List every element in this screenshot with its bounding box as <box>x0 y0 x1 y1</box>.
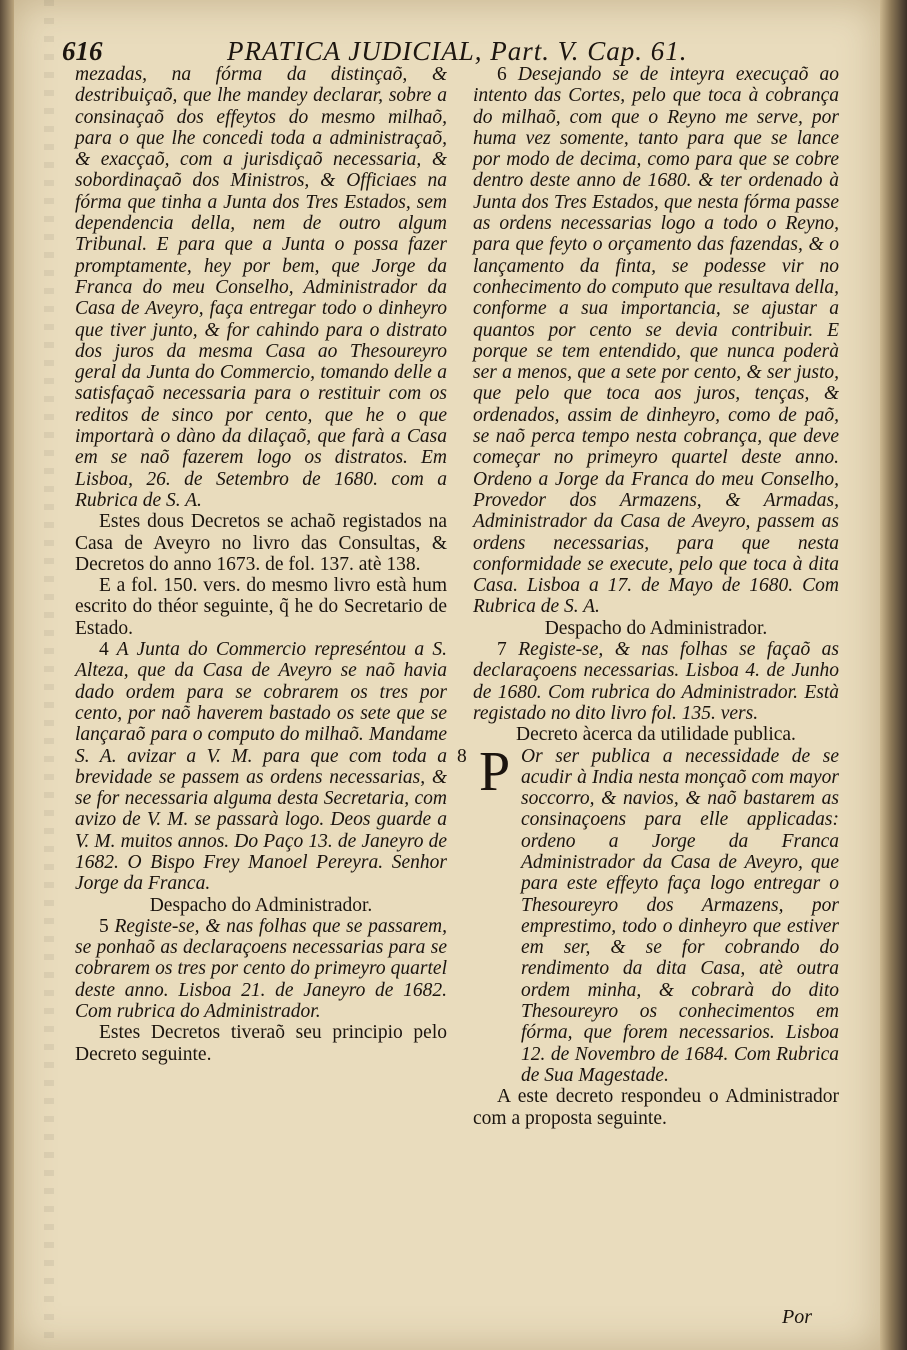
paragraph-7 <box>473 639 839 724</box>
section-heading: Despacho do Administrador. <box>544 617 768 639</box>
paragraph-5 <box>75 916 447 1022</box>
section-heading: Decreto àcerca da utilidade publica. <box>516 724 796 746</box>
left-column <box>75 64 447 1065</box>
paragraph-number: 8 <box>457 745 467 767</box>
running-title: PRATICA JUDICIAL, Part. V. Cap. 61. <box>227 36 688 66</box>
paragraph-number: 5 <box>99 915 109 937</box>
paragraph-number: 4 <box>99 639 109 661</box>
drop-capital: P <box>479 740 511 803</box>
gutter-texture <box>44 0 54 1350</box>
right-column <box>457 64 840 1129</box>
paragraph-8 <box>457 740 839 1087</box>
paragraph-text: A Junta do Commercio represéntou a S. Alteza, que da Casa de Aveyro se naõ havia dado ordem para se cobrarem os tres por cento, por naõ haverem bastado os sete que se lançaraõ para o computo do milhaõ. Mandame S. A. avizar a V. M. para que com toda a brevidade se passem as ordens necessarias, & se for necessaria alguma desta Secretaria, com avizo de V. M. se passarà logo. Deos guarde a V. M. muitos annos. Do Paço 13. de Janeyro de 1682. O Bispo Frey Manoel Pereyra. Senhor Jorge da Franca. <box>75 639 447 895</box>
paragraph-text: Desejando se de inteyra execuçaõ ao intento das Cortes, pelo que toca à cobrança do milhaõ, com que o Reyno me serve, por huma vez somente, tanto para que se lance por modo de decima, como para que se cobre dentro deste anno de 1680. & ter ordenado à Junta dos Tres Estados, que nesta fórma passe as ordens necessarias logo a todo o Reyno, para que feyto o orçamento das fazendas, & o lançamento da finta, se podesse vir no conhecimento do computo que resultava della, conforme a sua importancia, se ajustar a quantos por cento se devia contribuir. E porque se tem entendido, que nunca poderà ser a menos, que a sete por cento, & ser justo, que pelo que toca aos juros, tenças, & ordenados, assim de dinheyro, como de paõ, se naõ perca tempo nesta cobrança, que deve começar no primeyro quartel deste anno. Ordeno a Jorge da Franca do meu Conselho, Provedor dos Armazens, & Armadas, Administrador da Casa de Aveyro, passem as ordens necessarias, para que nesta conformidade se execute, pelo que toca à dita Casa. Lisboa a 17. de Mayo de 1680. Com Rubrica de S. A. <box>473 64 839 618</box>
paragraph-folio-note: E a fol. 150. vers. do mesmo livro està hum escrito do théor seguinte, q̃ he do Secretario de Estado. <box>75 575 447 639</box>
binding-shadow <box>0 0 14 1350</box>
catchword: Por <box>782 1306 812 1328</box>
section-heading: Despacho do Administrador. <box>149 894 373 916</box>
paragraph-text: Registe-se, & nas folhas que se passarem, se ponhaõ as declaraçoens necessarias para se cobrarem os tres por cento do primeyro quartel deste anno. Lisboa 21. de Janeyro de 1682. Com rubrica do Administrador. <box>75 915 447 1023</box>
paragraph-number: 7 <box>497 639 507 661</box>
paragraph-closing-note: Estes Decretos tiveraõ seu principio pelo Decreto seguinte. <box>75 1022 447 1065</box>
paragraph-6 <box>473 64 839 618</box>
paragraph-continued: mezadas, na fórma da distinçaõ, & destribuiçaõ, que lhe mandey declarar, sobre a consinaçaõ dos effeytos do mesmo milhaõ, para o que lhe concedi toda a administraçaõ, & exacçaõ, com a jurisdiçaõ necessaria, & sobordinaçaõ dos Ministros, & Officiaes na fórma que tinha a Junta dos Tres Estados, sem dependencia della, nem de outro algum Tribunal. E para que a Junta o possa fazer promptamente, hey por bem, que Jorge da Franca do meu Conselho, Administrador da Casa de Aveyro, faça entregar todo o dinheyro que tiver junto, & for cahindo para o distrato dos juros da mesma Casa ao Thesoureyro geral da Junta do Commercio, tomando delle a satisfaçaõ necessaria para o restituir com os reditos de sinco por cento, que he o que importarà o dàno da dilaçaõ, que farà a Casa em se naõ fazerem logo os distratos. Em Lisboa, 26. de Setembro de 1680. com a Rubrica de S. A. <box>75 64 447 511</box>
page-number: 616 <box>62 36 103 66</box>
paragraph-4 <box>75 639 447 895</box>
paragraph-text: Or ser publica a necessidade de se acudir à India nesta monçaõ com mayor soccorro, & navios, & naõ bastarem as consinaçoens para elle applicadas: ordeno a Jorge da Franca Administrador da Casa de Aveyro, que para este effeyto faça logo entregar o Thesoureyro dos Armazens, por emprestimo, todo o dinheyro que estiver em ser, & se for cobrando do rendimento da dita Casa, atè outra ordem minha, & cobrarà do dito Thesoureyro os conhecimentos em fórma, que forem necessarios. Lisboa 12. de Novembro de 1684. Com Rubrica de Sua Magestade. <box>521 745 839 1086</box>
paragraph-text: Registe-se, & nas folhas se façaõ as declaraçoens necessarias. Lisboa 4. de Junho de 1680. Com rubrica do Administrador. Està registado no dito livro fol. 135. vers. <box>473 639 840 724</box>
paragraph-response-note: A este decreto respondeu o Administrador com a proposta seguinte. <box>473 1086 839 1129</box>
page-edge <box>880 0 907 1350</box>
paragraph-registry-note: Estes dous Decretos se achaõ registados na Casa de Aveyro no livro das Consultas, & Decretos do anno 1673. de fol. 137. atè 138. <box>75 511 447 575</box>
paragraph-number: 6 <box>497 64 507 85</box>
